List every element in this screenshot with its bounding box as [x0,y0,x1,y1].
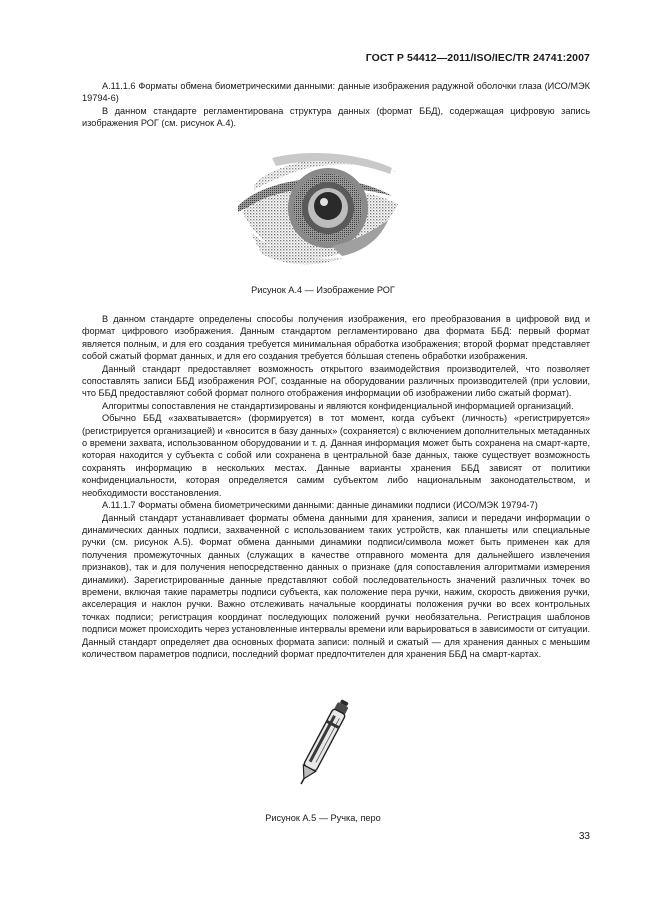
figure-a5-caption: Рисунок А.5 — Ручка, перо [265,813,381,823]
body-text [82,313,590,660]
paragraph: В данном стандарте регламентирована структура данных (формат ББД), содержащая цифровую запись изображения РОГ (см. рисунок А.4). [82,105,590,129]
pen-image [280,684,370,794]
paragraph: Алгоритмы сопоставления не стандартизированы и являются конфиденциальной информацией организаций. [102,400,574,411]
page-number: 33 [578,831,590,842]
paragraph: Данный стандарт устанавливает форматы обмена данными для хранения, записи и передачи информации о динамических данных подписи, захваченной с использованием таких устройств, как планшеты или специальные ручки (см. рисунок А.5). Формат обмена данными динамики подписи/символа может быть применен как для получения промежуточных данных (служащих в качестве отправного момента для дальнейшего извлечения признаков), так и для получения непосредственно данных о признаке (для сопоставления алгоритмами измерения динамики). Зарегистрированные данные представляют собой последовательность значений различных точек во времени, включая такие параметры подписи субъекта, как положение пера ручки, нажим, скорость движения ручки, акселерация и наклон ручки. Важно отслеживать начальные координаты положения ручки во всех контрольных точках подписи; регистрация координат последующих положений ручки необязательна. Регистрация шаблонов подписи может происходить через установленные интервалы времени или варьироваться в зависимости от ситуации. Данный стандарт определяет два основных формата записи: полный и сжатый — для хранения данных с меньшим количеством параметров подписи, последний формат предпочтителен для хранения ББД на смарт-картах. [82,512,590,659]
eye-iris-image [232,150,410,274]
paragraph: Данный стандарт предоставляет возможность открытого взаимодействия производителей, что позволяет сопоставлять записи ББД изображения РОГ, созданные на оборудовании различных производителей (при условии, что ББД предоставляют собой формат полного отображения информации об изображении либо сжатый формат). [82,363,590,399]
section-heading-a11-1-6: А.11.1.6 Форматы обмена биометрическими данными: данные изображения радужной оболочки глаза (ИСО/МЭК 19794-6) [82,81,590,104]
section-heading-a11-1-7: А.11.1.7 Форматы обмена биометрическими данными: данные динамики подписи (ИСО/МЭК 19794-7) [102,500,538,511]
intro-text [82,80,590,130]
paragraph: Обычно ББД «захватывается» (формируется) в тот момент, когда субъект (личность) «регистрируется» (регистрируется организацией) и «вносится в базу данных» (сохраняется) с включением дополнительных метаданных о времени захвата, использованном оборудовании и т. д. Данная информация может быть сохранена на смарт-карте, которая находится у субъекта с собой или сохранена в центральной базе данных, также существует возможность сохранять информацию в нескольких местах. Данные варианты хранения ББД зависят от политики конфиденциальности, которая определяется самим субъектом либо национальным законодательством, и необходимости восстановления. [82,413,590,498]
paragraph: В данном стандарте определены способы получения изображения, его преобразования в цифровой вид и формат цифрового изображения. Данным стандартом регламентировано два формата ББД: первый формат является полным, и для его создания требуется минимальная обработка изображения; второй формат представляет собой сжатый формат данных, и для его создания требуется бо́льшая степень обработки изображения. [82,314,590,362]
document-header: ГОСТ Р 54412—2011/ISO/IEC/TR 24741:2007 [365,52,590,64]
figure-a4-caption: Рисунок А.4 — Изображение РОГ [251,285,395,295]
